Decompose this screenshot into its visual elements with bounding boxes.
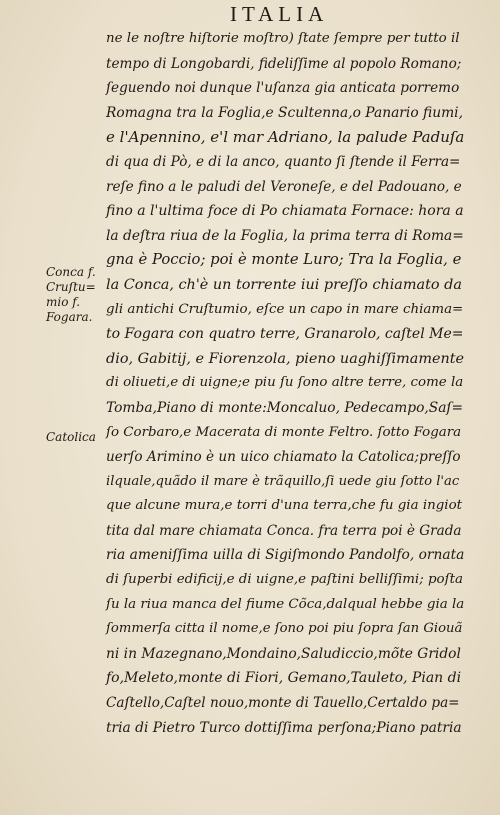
text-line: fino a l'ultima foce di Po chiamata Fornace: hora a — [106, 203, 464, 220]
text-line: que alcune mura,e torri d'una terra,che fu gia ingiot — [106, 498, 463, 514]
text-line: fo,Meleto,monte di Fiori, Gemano,Tauleto, Pian di — [106, 670, 462, 687]
marginal-note-line: Fogara. — [46, 310, 93, 324]
text-line: ſo Corbaro,e Macerata di monte Feltro. ſotto Fogara — [106, 424, 462, 440]
text-line: gli antichi Cruſtumio, eſce un capo in mare chiama= — [106, 301, 464, 317]
text-line: tria di Pietro Turco dottiſſima perſona;Piano patria — [106, 719, 462, 736]
marginal-note-line: mio f. — [46, 295, 81, 309]
text-line: Tomba,Piano di monte:Moncaluo, Pedecampo,Saſ= — [106, 399, 464, 416]
text-line: uerſo Arimino è un uico chiamato la Catolica;preſſo — [106, 449, 461, 466]
text-line: ne le noſtre hiſtorie moſtro) ſtate ſempre per tutto il — [106, 31, 460, 46]
text-line: reſe fino a le paludi del Veroneſe, e del Padouano, e — [106, 178, 462, 195]
text-line: Caſtello,Caſtel nouo,monte di Tauello,Certaldo pa= — [106, 695, 460, 712]
text-line: tempo di Longobardi, fideliſſime al popolo Romano; — [106, 55, 462, 72]
marginal-note-conca — [46, 265, 104, 325]
text-line: la deſtra riua de la Foglia, la prima terra di Roma= — [106, 227, 464, 244]
text-line: ſu la riua manca del fiume Cõca,dalqual hebbe gia la — [106, 596, 465, 612]
text-line: tita dal mare chiamata Conca. fra terra poi è Grada — [106, 522, 462, 539]
text-line: di oliueti,e di uigne;e piu ſu ſono altre terre, come la — [106, 375, 464, 391]
text-line: di ſuperbi edificij,e di uigne,e paſtini belliſſimi; poſta — [106, 572, 463, 588]
marginal-note-line: Cruſtu= — [46, 280, 96, 294]
text-line: ſeguendo noi dunque l'uſanza gia anticata porremo — [106, 80, 460, 97]
text-line: la Conca, ch'è un torrente iui preſſo chiamato da — [106, 276, 462, 293]
text-line: e l'Apennino, e'l mar Adriano, la palude Paduſa — [106, 128, 465, 147]
running-title: ITALIA — [230, 2, 329, 26]
text-line: ſommerſa citta il nome,e ſono poi piu ſopra ſan Giouã — [106, 621, 463, 637]
text-line: gna è Poccio; poi è monte Luro; Tra la Foglia, e — [106, 251, 462, 269]
text-line: ria ameniſſima uilla di Sigiſmondo Pandolfo, ornata — [106, 547, 465, 564]
text-line: di qua di Pò, e di la anco, quanto ſi ſtende il Ferra= — [106, 153, 461, 170]
text-line: Romagna tra la Foglia,e Scultenna,o Panario fiumi, — [106, 104, 463, 121]
text-line: ni in Mazegnano,Mondaino,Saludiccio,mõte Gridol — [106, 645, 461, 662]
text-line: to Fogara con quatro terre, Granarolo, caſtel Me= — [106, 326, 464, 343]
marginal-note-catolica — [46, 430, 104, 445]
text-line: ilquale,quãdo il mare è trãquillo,ſi uede giu ſotto l'ac — [106, 473, 460, 489]
text-line: dio, Gabitij, e Fiorenzola, pieno uaghiſſimamente — [106, 350, 465, 367]
marginal-note-line: Conca f. — [46, 265, 96, 279]
marginal-note-line: Catolica — [46, 430, 96, 444]
body-text — [106, 27, 464, 740]
